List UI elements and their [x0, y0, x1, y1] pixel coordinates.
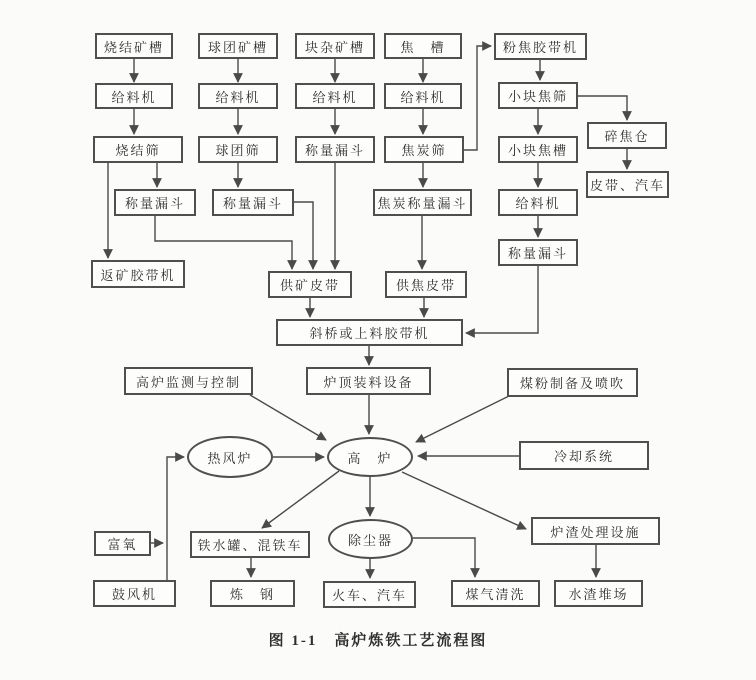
node-feeder-1: 给料机 [95, 83, 173, 109]
node-hot-metal-ladle: 铁水罐、混铁车 [190, 531, 310, 558]
flow-arrow [167, 457, 184, 580]
node-small-coke-screen: 小块焦筛 [498, 82, 578, 109]
flow-arrow [294, 202, 313, 269]
flow-arrow [466, 266, 538, 333]
node-cooling-system: 冷却系统 [519, 441, 649, 470]
node-coke-screen: 焦炭筛 [384, 136, 464, 163]
node-blower: 鼓风机 [93, 580, 176, 607]
node-coke-weigh-hopper: 焦炭称量漏斗 [373, 189, 472, 216]
node-incline-bridge-belt: 斜桥或上料胶带机 [276, 319, 463, 346]
node-pellet-bin: 球团矿槽 [198, 33, 278, 59]
node-furnace-monitoring: 高炉监测与控制 [124, 367, 253, 395]
flow-arrow [250, 395, 326, 440]
node-train-truck: 火车、汽车 [323, 581, 416, 608]
node-weigh-hopper-1: 称量漏斗 [114, 189, 196, 216]
node-weigh-hopper-5: 称量漏斗 [498, 239, 578, 266]
node-sinter-bin: 烧结矿槽 [95, 33, 173, 59]
node-slag-treatment: 炉渣处理设施 [531, 517, 660, 545]
node-coal-injection: 煤粉制备及喷吹 [507, 368, 638, 397]
node-small-coke-bin: 小块焦槽 [498, 136, 578, 163]
flow-arrow [402, 472, 526, 529]
flow-arrow [464, 46, 491, 150]
node-hot-blast-stove: 热风炉 [187, 436, 273, 478]
node-coke-supply-belt: 供焦皮带 [385, 271, 467, 298]
node-oxygen-enrichment: 富氧 [94, 531, 151, 556]
node-gas-cleaning: 煤气清洗 [451, 580, 540, 607]
node-feeder-5: 给料机 [498, 189, 578, 216]
node-sinter-screen: 烧结筛 [93, 136, 183, 163]
node-pellet-screen: 球团筛 [198, 136, 278, 163]
flow-arrow [262, 471, 339, 528]
node-feeder-4: 给料机 [384, 83, 462, 109]
flow-arrow [416, 396, 509, 442]
node-return-ore-belt: 返矿胶带机 [91, 260, 185, 288]
node-fine-coke-belt: 粉焦胶带机 [494, 33, 587, 60]
node-top-charging-equipment: 炉顶装料设备 [306, 367, 431, 395]
node-crushed-coke-bin: 碎焦仓 [587, 122, 667, 149]
node-steelmaking: 炼 钢 [210, 580, 295, 607]
node-dust-collector: 除尘器 [328, 519, 413, 559]
node-weigh-hopper-3: 称量漏斗 [295, 136, 375, 163]
flow-arrow [578, 96, 627, 120]
node-feeder-3: 给料机 [295, 83, 375, 109]
figure-caption: 图 1-1 高炉炼铁工艺流程图 [268, 633, 488, 649]
node-blast-furnace: 高 炉 [327, 437, 413, 477]
node-ore-supply-belt: 供矿皮带 [268, 271, 352, 298]
node-feeder-2: 给料机 [198, 83, 278, 109]
node-slag-yard: 水渣堆场 [554, 580, 643, 607]
node-coke-bin: 焦 槽 [384, 33, 462, 59]
flow-arrow [413, 538, 475, 577]
node-weigh-hopper-2: 称量漏斗 [212, 189, 294, 216]
node-belt-truck: 皮带、汽车 [586, 171, 669, 198]
node-lump-ore-bin: 块杂矿槽 [295, 33, 375, 59]
